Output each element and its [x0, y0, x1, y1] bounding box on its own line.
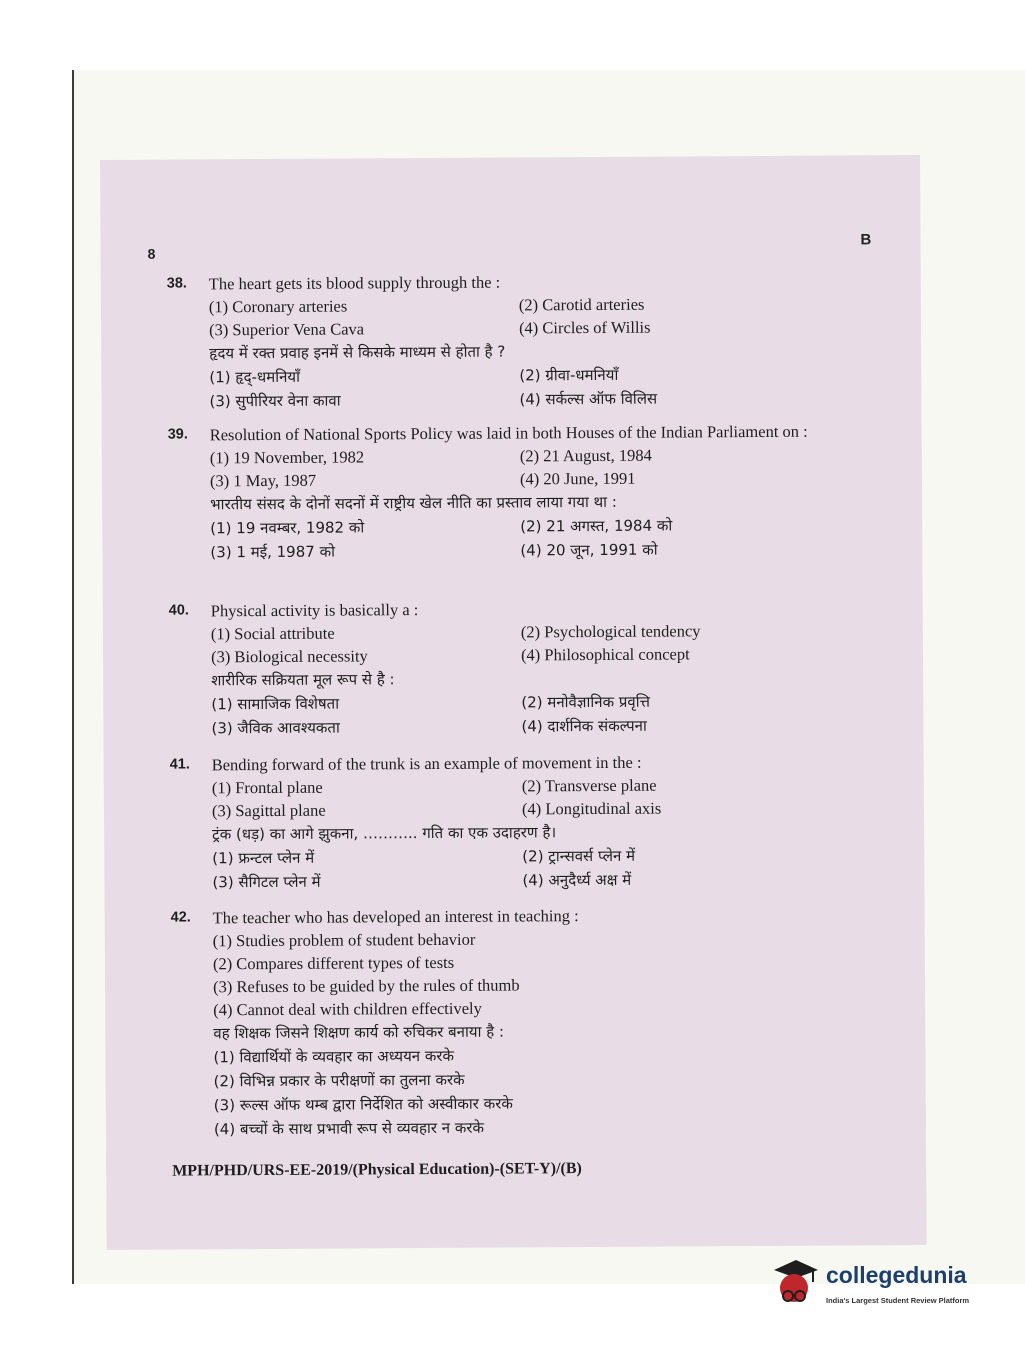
option: (4) अनुदैर्ध्य अक्ष में	[522, 870, 632, 890]
question-41	[170, 749, 871, 894]
option: (2) ग्रीवा-धमनियाँ	[519, 365, 619, 385]
option: (2) ट्रान्सवर्स प्लेन में	[522, 846, 636, 866]
page-number: 8	[147, 245, 156, 262]
option: (4) 20 June, 1991	[519, 468, 636, 489]
options-en	[211, 618, 869, 668]
option: (2) विभिन्न प्रकार के परीक्षणों का तुलना करके	[213, 1070, 465, 1091]
question-text-en: The teacher who has developed an interest in teaching :	[212, 906, 579, 928]
question-38	[167, 268, 868, 413]
question-text-en: Bending forward of the trunk is an example of movement in the :	[211, 752, 642, 775]
collegedunia-logo[interactable]	[766, 1252, 996, 1312]
option: (2) Transverse plane	[521, 775, 657, 796]
option: (3) Superior Vena Cava	[208, 319, 365, 340]
option: (2) मनोवैज्ञानिक प्रवृत्ति	[521, 692, 651, 712]
footer-code: MPH/PHD/URS-EE-2019/(Physical Education)-(SET-Y)/(B)	[172, 1160, 582, 1180]
option: (3) रूल्स ऑफ थम्ब द्वारा निर्देशित को अस्वीकार करके	[213, 1094, 513, 1115]
options-hi	[213, 1041, 872, 1141]
question-text-hi: शारीरिक सक्रियता मूल रूप से है :	[211, 670, 395, 690]
option: (1) 19 November, 1982	[209, 447, 365, 468]
option: (2) Psychological tendency	[520, 621, 701, 642]
graduate-mascot-icon	[766, 1256, 822, 1312]
options-en	[212, 772, 870, 822]
option: (4) दार्शनिक संकल्पना	[521, 716, 647, 736]
options-en	[209, 291, 867, 341]
options-en	[213, 925, 872, 1021]
question-number: 41.	[169, 756, 190, 773]
exam-page	[100, 155, 927, 1250]
question-text-hi: ट्रंक (धड़) का आगे झुकना, ……….. गति का एक उदाहरण है।	[212, 823, 557, 844]
question-text-en: The heart gets its blood supply through the :	[208, 272, 501, 294]
question-text-en: Physical activity is basically a :	[210, 600, 419, 621]
set-letter: B	[860, 231, 872, 249]
option: (4) सर्कल्स ऑफ विलिस	[519, 389, 658, 409]
option: (4) Philosophical concept	[520, 644, 690, 665]
option: (1) Frontal plane	[211, 777, 323, 798]
question-40	[169, 595, 870, 740]
question-number: 40.	[168, 602, 189, 619]
brand-name: collegedunia	[826, 1262, 967, 1288]
question-text-hi: हृदय में रक्त प्रवाह इनमें से किसके माध्यम से होता है ?	[209, 342, 506, 363]
scan-edge	[72, 70, 74, 1284]
option: (2) Carotid arteries	[518, 294, 645, 315]
option: (1) Social attribute	[210, 623, 335, 644]
option: (1) Coronary arteries	[208, 296, 348, 317]
option: (3) सैगिटल प्लेन में	[212, 872, 321, 892]
option: (1) 19 नवम्बर, 1982 को	[210, 518, 365, 538]
options-en	[210, 442, 868, 492]
option: (2) 21 अगस्त, 1984 को	[520, 516, 673, 536]
option: (4) Longitudinal axis	[521, 798, 662, 819]
brand-tagline: India's Largest Student Review Platform	[826, 1296, 970, 1305]
question-text-hi: भारतीय संसद के दोनों सदनों में राष्ट्रीय खेल नीति का प्रस्ताव लाया गया था :	[210, 492, 617, 514]
option: (1) विद्यार्थियों के व्यवहार का अध्ययन करके	[213, 1046, 455, 1067]
option: (1) Studies problem of student behavior	[212, 929, 476, 951]
option: (3) 1 May, 1987	[209, 470, 317, 491]
option: (3) Sagittal plane	[211, 800, 326, 821]
option: (3) Biological necessity	[210, 646, 368, 667]
option: (3) सुपीरियर वेना कावा	[209, 391, 341, 411]
question-39	[168, 419, 869, 564]
option: (4) Circles of Willis	[518, 317, 651, 338]
option: (1) फ्रन्टल प्लेन में	[212, 848, 315, 868]
option: (2) Compares different types of tests	[212, 952, 455, 974]
option: (3) 1 मई, 1987 को	[210, 542, 335, 562]
question-text-en: Resolution of National Sports Policy was laid in both Houses of the Indian Parliament on :	[209, 421, 808, 445]
question-42	[171, 902, 872, 1141]
question-number: 38.	[166, 275, 187, 292]
question-text-hi: वह शिक्षक जिसने शिक्षण कार्य को रुचिकर बनाया है :	[213, 1022, 505, 1043]
options-hi	[209, 361, 867, 413]
option: (4) Cannot deal with children effectively	[213, 998, 482, 1020]
options-hi	[212, 842, 870, 894]
option: (1) हृद्-धमनियाँ	[209, 367, 301, 387]
option: (3) Refuses to be guided by the rules of thumb	[212, 975, 520, 997]
options-hi	[210, 512, 868, 564]
option: (4) 20 जून, 1991 को	[520, 540, 658, 560]
options-hi	[211, 688, 869, 740]
question-number: 42.	[170, 909, 191, 926]
option: (3) जैविक आवश्यकता	[211, 718, 340, 738]
option: (1) सामाजिक विशेषता	[211, 694, 340, 714]
question-number: 39.	[167, 426, 188, 443]
option: (4) बच्चों के साथ प्रभावी रूप से व्यवहार न करके	[213, 1118, 485, 1139]
option: (2) 21 August, 1984	[519, 445, 652, 466]
